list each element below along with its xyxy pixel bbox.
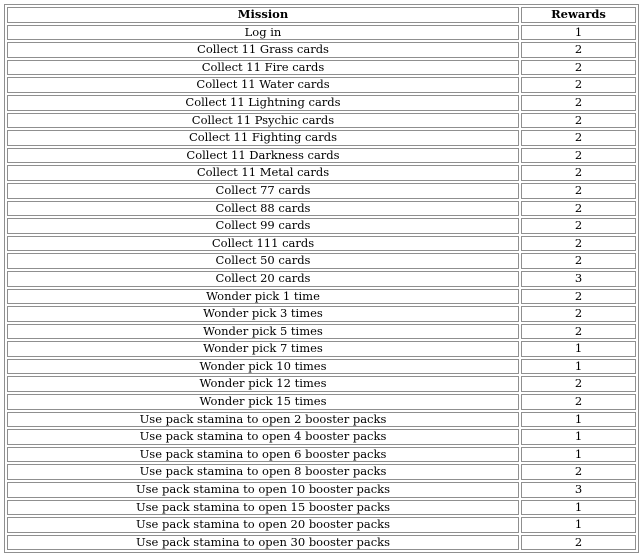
mission-cell: Collect 11 Fighting cards bbox=[7, 130, 519, 146]
mission-cell: Use pack stamina to open 30 booster packs bbox=[7, 535, 519, 551]
mission-cell: Wonder pick 1 time bbox=[7, 289, 519, 305]
rewards-cell: 2 bbox=[521, 289, 636, 305]
mission-cell: Collect 20 cards bbox=[7, 271, 519, 287]
table-row bbox=[7, 165, 636, 181]
table-row bbox=[7, 183, 636, 199]
table-row bbox=[7, 113, 636, 129]
rewards-cell: 3 bbox=[521, 482, 636, 498]
rewards-cell: 2 bbox=[521, 236, 636, 252]
mission-cell: Collect 11 Metal cards bbox=[7, 165, 519, 181]
table-row bbox=[7, 500, 636, 516]
table-row bbox=[7, 60, 636, 76]
table-row bbox=[7, 306, 636, 322]
mission-cell: Wonder pick 10 times bbox=[7, 359, 519, 375]
missions-table bbox=[4, 4, 639, 553]
rewards-cell: 1 bbox=[521, 359, 636, 375]
rewards-cell: 2 bbox=[521, 165, 636, 181]
mission-cell: Use pack stamina to open 8 booster packs bbox=[7, 464, 519, 480]
table-row bbox=[7, 412, 636, 428]
table-row bbox=[7, 447, 636, 463]
table-row bbox=[7, 429, 636, 445]
mission-cell: Collect 11 Fire cards bbox=[7, 60, 519, 76]
mission-cell: Use pack stamina to open 20 booster packs bbox=[7, 517, 519, 533]
rewards-cell: 2 bbox=[521, 130, 636, 146]
table-row bbox=[7, 289, 636, 305]
table-row bbox=[7, 25, 636, 41]
mission-cell: Wonder pick 5 times bbox=[7, 324, 519, 340]
table-row bbox=[7, 148, 636, 164]
rewards-cell: 2 bbox=[521, 535, 636, 551]
rewards-cell: 3 bbox=[521, 271, 636, 287]
rewards-cell: 2 bbox=[521, 60, 636, 76]
table-row bbox=[7, 42, 636, 58]
table-row bbox=[7, 201, 636, 217]
mission-cell: Collect 11 Water cards bbox=[7, 77, 519, 93]
rewards-cell: 1 bbox=[521, 500, 636, 516]
mission-cell: Log in bbox=[7, 25, 519, 41]
rewards-cell: 1 bbox=[521, 25, 636, 41]
rewards-cell: 2 bbox=[521, 148, 636, 164]
table-header-row bbox=[7, 7, 636, 23]
table-row bbox=[7, 95, 636, 111]
mission-cell: Use pack stamina to open 4 booster packs bbox=[7, 429, 519, 445]
mission-cell: Collect 88 cards bbox=[7, 201, 519, 217]
rewards-cell: 2 bbox=[521, 201, 636, 217]
rewards-cell: 1 bbox=[521, 412, 636, 428]
table-row bbox=[7, 341, 636, 357]
rewards-cell: 2 bbox=[521, 394, 636, 410]
rewards-cell: 2 bbox=[521, 218, 636, 234]
table-row bbox=[7, 394, 636, 410]
mission-cell: Collect 111 cards bbox=[7, 236, 519, 252]
mission-cell: Wonder pick 7 times bbox=[7, 341, 519, 357]
mission-cell: Collect 11 Darkness cards bbox=[7, 148, 519, 164]
rewards-cell: 2 bbox=[521, 306, 636, 322]
mission-cell: Collect 11 Grass cards bbox=[7, 42, 519, 58]
column-header-mission: Mission bbox=[7, 7, 519, 23]
table-row bbox=[7, 77, 636, 93]
rewards-cell: 2 bbox=[521, 183, 636, 199]
rewards-cell: 2 bbox=[521, 464, 636, 480]
rewards-cell: 1 bbox=[521, 341, 636, 357]
mission-cell: Wonder pick 12 times bbox=[7, 376, 519, 392]
mission-cell: Collect 77 cards bbox=[7, 183, 519, 199]
rewards-cell: 1 bbox=[521, 517, 636, 533]
table-row bbox=[7, 271, 636, 287]
rewards-cell: 2 bbox=[521, 253, 636, 269]
rewards-cell: 2 bbox=[521, 324, 636, 340]
rewards-cell: 2 bbox=[521, 113, 636, 129]
rewards-cell: 1 bbox=[521, 429, 636, 445]
rewards-cell: 2 bbox=[521, 376, 636, 392]
table-row bbox=[7, 218, 636, 234]
rewards-cell: 1 bbox=[521, 447, 636, 463]
mission-cell: Use pack stamina to open 10 booster packs bbox=[7, 482, 519, 498]
table-body bbox=[7, 25, 636, 551]
table-row bbox=[7, 517, 636, 533]
column-header-rewards: Rewards bbox=[521, 7, 636, 23]
mission-cell: Use pack stamina to open 2 booster packs bbox=[7, 412, 519, 428]
table-row bbox=[7, 324, 636, 340]
mission-cell: Collect 11 Lightning cards bbox=[7, 95, 519, 111]
mission-cell: Wonder pick 3 times bbox=[7, 306, 519, 322]
table-row bbox=[7, 464, 636, 480]
missions-table-container bbox=[4, 4, 639, 553]
mission-cell: Use pack stamina to open 6 booster packs bbox=[7, 447, 519, 463]
mission-cell: Wonder pick 15 times bbox=[7, 394, 519, 410]
table-row bbox=[7, 130, 636, 146]
rewards-cell: 2 bbox=[521, 42, 636, 58]
table-row bbox=[7, 253, 636, 269]
rewards-cell: 2 bbox=[521, 95, 636, 111]
mission-cell: Collect 50 cards bbox=[7, 253, 519, 269]
table-row bbox=[7, 236, 636, 252]
mission-cell: Collect 11 Psychic cards bbox=[7, 113, 519, 129]
mission-cell: Use pack stamina to open 15 booster packs bbox=[7, 500, 519, 516]
table-row bbox=[7, 482, 636, 498]
table-row bbox=[7, 535, 636, 551]
rewards-cell: 2 bbox=[521, 77, 636, 93]
table-row bbox=[7, 359, 636, 375]
table-row bbox=[7, 376, 636, 392]
mission-cell: Collect 99 cards bbox=[7, 218, 519, 234]
